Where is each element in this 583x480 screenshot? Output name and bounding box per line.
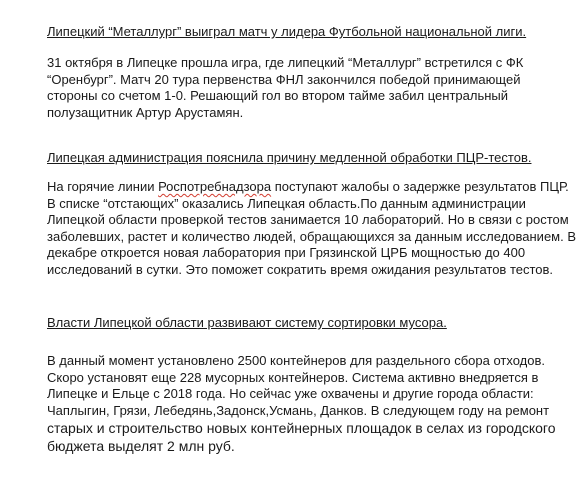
article-3-line-6: бюджета выделят 2 млн руб. [47,438,235,454]
article-2-body [47,179,577,278]
article-3-line-1: В данный момент установлено 2500 контейнеров для раздельного сбора отходов. [47,353,545,368]
article-3-body [47,353,567,419]
article-2-line-4: заболевших, растет и количество людей, обращающихся за данным исследованием. В [47,228,577,244]
article-3-line-5: старых и строительство новых контейнерных площадок в селах из городского [47,420,556,436]
article-3-line-4: Чаплыгин, Грязи, Лебедянь,Задонск,Усмань, Данков. В следующем году на ремонт [47,402,550,418]
article-2-line-1-prefix: На горячие линии [47,179,159,194]
spellcheck-word[interactable]: Роспотребнадзора [158,179,272,194]
article-2-line-3: Липецкой области проверкой тестов занимается 10 лабораторий. Но в связи с ростом [47,212,569,227]
article-2-heading: Липецкая администрация пояснила причину медленной обработки ПЦР-тестов. [47,150,532,165]
article-1-line-2: “Оренбург”. Матч 20 тура первенства ФНЛ закончился победой принимающей [47,71,521,87]
article-2-line-1 [47,179,567,196]
article-1-line-3: стороны со счетом 1-0. Решающий гол во втором тайме забил центральный [47,88,509,103]
article-3-line-2: Скоро установят еще 228 мусорных контейнеров. Система активно внедряется в [47,369,539,385]
article-3-line-3: Липецке и Ельце с 2018 года. Но сейчас уже охвачены и другие города области: [47,386,534,401]
article-2-line-1-suffix: поступают жалобы о задержке результатов ПЦР. [271,179,569,194]
article-2-line-5: декабре откроется новая лаборатория при Грязинской ЦРБ мощностью до 400 [47,245,526,260]
article-1-line-4: полузащитник Артур Арустамян. [47,104,244,120]
article-1-line-1: 31 октября в Липецке прошла игра, где липецкий “Металлург” встретился с ФК [47,55,524,70]
article-1-body [47,55,567,121]
article-3-heading: Власти Липецкой области развивают систему сортировки мусора. [47,315,447,330]
article-1-heading: Липецкий “Металлург” выиграл матч у лидера Футбольной национальной лиги. [47,24,527,39]
article-3-body-continued [47,419,567,455]
article-2-line-6: исследований в сутки. Это поможет сократить время ожидания результатов тестов. [47,261,554,277]
article-2-line-2: В списке “отстающих” оказались Липецкая область.По данным администрации [47,195,526,211]
